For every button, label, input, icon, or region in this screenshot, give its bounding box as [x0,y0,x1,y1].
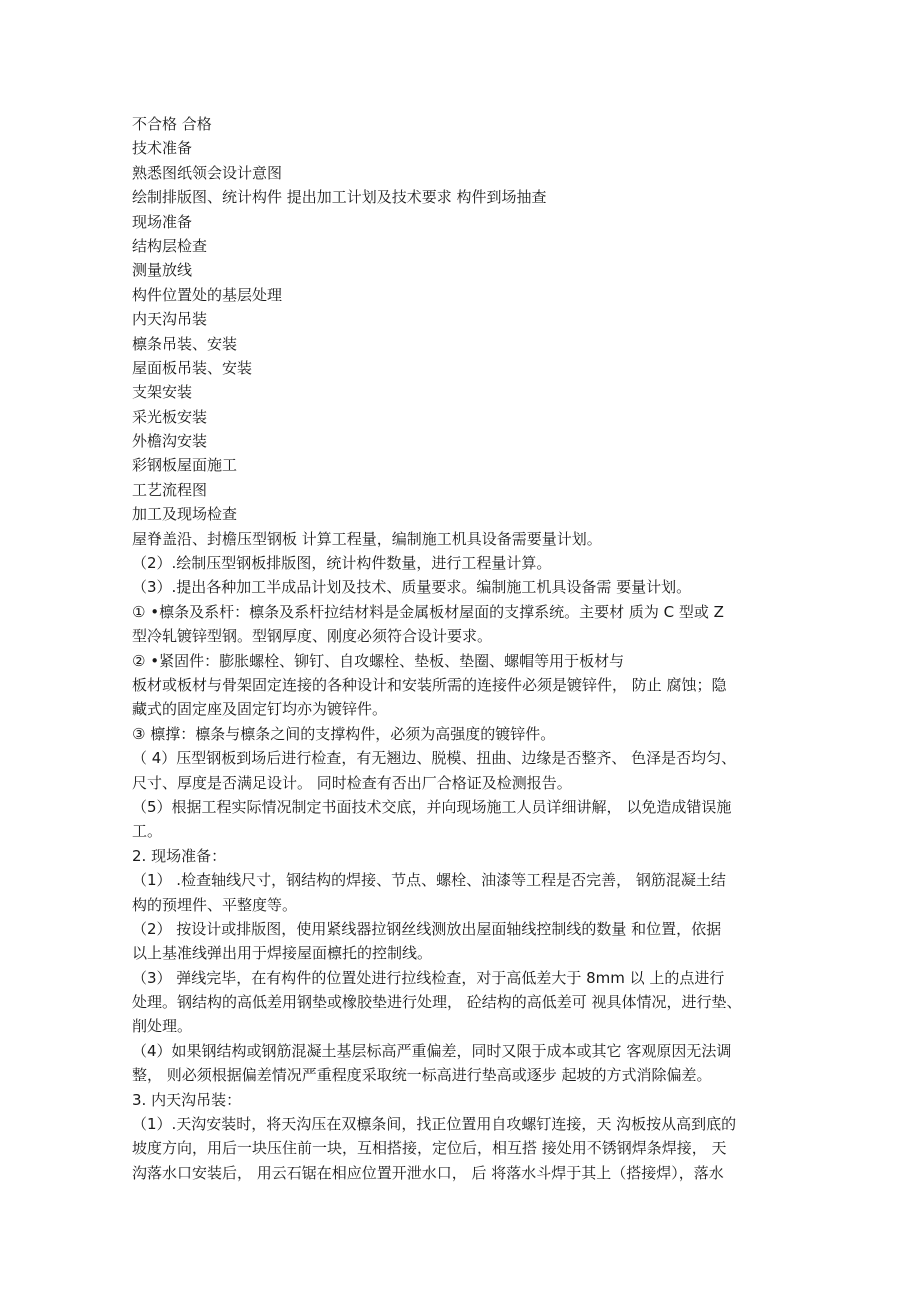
text-line: 藏式的固定座及固定钉均亦为镀锌件。 [132,700,388,719]
text-line: 板材或板材与骨架固定连接的各种设计和安装所需的连接件必须是镀锌件， 防止 腐蚀；隐 [132,675,727,694]
text-line: （4）如果钢结构或钢筋混凝土基层标高严重偏差，同时又限于成本或其它 客观原因无法调 [132,1041,732,1060]
text-line: 工艺流程图 [132,480,208,499]
text-line: 结构层检查 [132,236,208,255]
text-line: 檩条吊装、安装 [132,334,238,353]
text-line: ③ 檩撑：檩条与檩条之间的支撑构件，必须为高强度的镀锌件。 [132,724,556,743]
text-line: ② •紧固件：膨胀螺栓、铆钉、自攻螺栓、垫板、垫圈、螺帽等用于板材与 [132,651,625,670]
text-line: 技术准备 [132,139,193,158]
text-line: 熟悉图纸领会设计意图 [132,163,283,182]
text-line: ① •檩条及系杆：檩条及系杆拉结材料是金属板材屋面的支撑系统。主要材 质为 C 型或 Z [132,602,724,621]
text-line: （ 4）压型钢板到场后进行检查，有无翘边、脱模、扭曲、边缘是否整齐、 色泽是否均匀、 [132,749,737,768]
text-line: 构的预埋件、平整度等。 [132,895,298,914]
text-line: 整， 则必须根据偏差情况严重程度采取统一标高进行垫高或逐步 起坡的方式消除偏差。 [132,1066,712,1085]
text-line: 坡度方向，用后一块压住前一块，互相搭接，定位后，相互搭 接处用不锈钢焊条焊接， 天 [132,1139,727,1158]
text-line: （5）根据工程实际情况制定书面技术交底，并向现场施工人员详细讲解， 以免造成错误施 [132,797,732,816]
text-line: 不合格 合格 [132,115,212,133]
text-line: （1）.天沟安装时，将天沟压在双檩条间，找正位置用自攻螺钉连接，天 沟板按从高到底的 [132,1115,737,1134]
text-line: （3） 弹线完毕，在有构件的位置处进行拉线检查，对于高低差大于 8mm 以 上的点进行 [132,968,725,987]
text-line: 处理。钢结构的高低差用钢垫或橡胶垫进行处理， 砼结构的高低差可 视具体情况，进行垫、 [132,993,742,1012]
text-line: 外檐沟安装 [132,432,208,451]
text-line: 加工及现场检查 [132,505,238,524]
text-line: 采光板安装 [132,407,208,426]
text-line: 型冷轧镀锌型钢。型钢厚度、刚度必须符合设计要求。 [132,627,493,646]
text-line: （3）.提出各种加工半成品计划及技术、质量要求。编制施工机具设备需 要量计划。 [132,578,692,597]
document-body [132,112,800,1185]
text-line: （2） 按设计或排版图，使用紧线器拉钢丝线测放出屋面轴线控制线的数量 和位置，依据 [132,919,722,938]
text-line: 现场准备 [132,212,193,231]
text-line: 尺寸、厚度是否满足设计。 同时检查有否出厂合格证及检测报告。 [132,773,572,792]
text-line: 彩钢板屋面施工 [132,456,238,475]
text-line: 屋面板吊装、安装 [132,358,253,377]
text-line: 绘制排版图、统计构件 提出加工计划及技术要求 构件到场抽查 [132,188,547,207]
text-line: 工。 [132,822,163,841]
text-line: 屋脊盖沿、封檐压型钢板 计算工程量，编制施工机具设备需要量计划。 [132,529,602,548]
text-line: 削处理。 [132,1017,193,1036]
text-line: 支架安装 [132,383,193,402]
text-line: （1） .检查轴线尺寸，钢结构的焊接、节点、螺栓、油漆等工程是否完善， 钢筋混凝土结 [132,871,726,890]
text-line: 2. 现场准备： [132,846,227,865]
text-line: （2）.绘制压型钢板排版图，统计构件数量，进行工程量计算。 [132,554,552,573]
text-line: 内天沟吊装 [132,310,208,329]
text-line: 以上基准线弹出用于焊接屋面檩托的控制线。 [132,944,433,963]
text-line: 3. 内天沟吊装： [132,1090,242,1109]
text-line: 沟落水口安装后， 用云石锯在相应位置开泄水口， 后 将落水斗焊于其上（搭接焊），落水 [132,1163,724,1182]
text-line: 构件位置处的基层处理 [132,285,283,304]
text-line: 测量放线 [132,261,193,280]
